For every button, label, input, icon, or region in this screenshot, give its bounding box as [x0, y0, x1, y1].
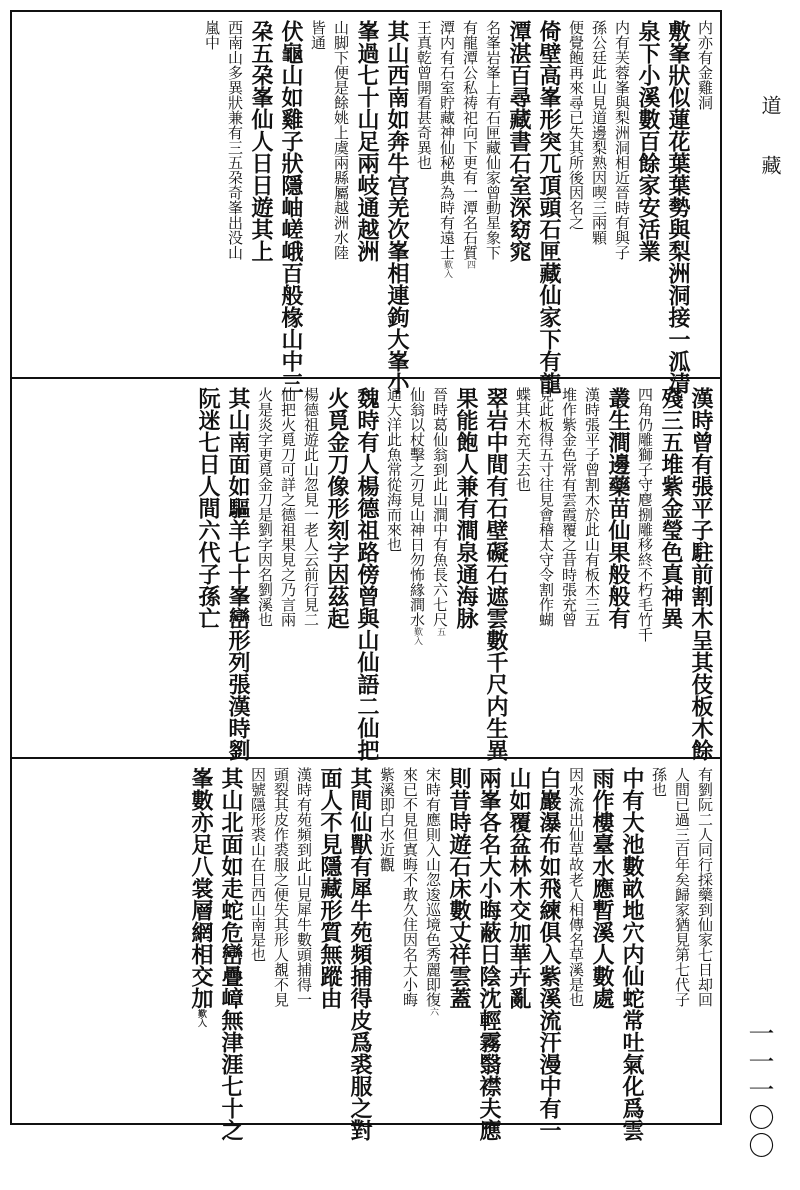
annotation-column	[511, 387, 530, 749]
column-text: 敷峯狀似蓮花葉葉勢與梨洲洞接一泒清	[665, 20, 691, 394]
verse-column	[633, 20, 659, 369]
column-text: 白巖瀑布如飛練俱入紫溪流汗漫中有一	[536, 767, 562, 1141]
binding-label: 道藏	[758, 95, 782, 215]
column-text: 四角仍雕獅子守麀捌雕移終不朽毛竹千	[636, 387, 654, 642]
annotation-column	[223, 20, 242, 369]
column-text: 果能飽人兼有澗泉通海脉	[453, 387, 479, 629]
column-text: 其山北面如走蛇危巒疊嶂無津涯七十之	[218, 767, 244, 1141]
verse-column	[587, 767, 613, 1115]
column-text: 面人不見隱藏形質無蹤由	[317, 767, 343, 1009]
marginal-tag: 四	[465, 260, 475, 269]
column-text: 其山南面如驅羊七十峯巒形列張漢時劉	[225, 387, 251, 761]
annotation-column	[375, 767, 394, 1115]
column-text: 漢時有苑頻到此山見犀牛數頭捕得一	[295, 767, 313, 1007]
column-text: 雨作樓臺水應暫溪人數處	[589, 767, 615, 1009]
verse-column	[504, 20, 530, 369]
annotation-column	[292, 767, 311, 1115]
annotation-column	[253, 387, 272, 749]
annotation-column	[405, 387, 424, 749]
column-text: 西南山多異狀兼有三五朶奇峯出没山	[226, 20, 244, 260]
column-text: 伏龜山如雞子狀隱岫嵯峨百般椽山中三	[278, 20, 304, 394]
column-text: 頭裂其皮作裘服之便失其形人覩不見	[272, 767, 290, 1007]
column-text: 見此板得五寸往見會稽太守令割作蝴	[537, 387, 555, 627]
column-text: 有龍潭公私祷祀向下更有一潭名石質	[461, 20, 479, 260]
verse-column	[276, 20, 304, 394]
annotation-column	[693, 20, 712, 369]
column-text: 人間已過三百年矣歸家猶見第七代子	[673, 767, 691, 1007]
column-text: 内亦有金雞洞	[696, 20, 714, 110]
annotation-column	[481, 20, 500, 369]
column-text: 其間仙獸有犀牛苑頻捕得皮爲裘服之對	[347, 767, 373, 1141]
verse-column	[481, 387, 509, 761]
verse-column	[382, 20, 410, 394]
annotation-column	[200, 20, 219, 369]
annotation-column	[412, 20, 431, 369]
column-text: 山如覆盆林木交加華卉亂	[506, 767, 532, 1009]
column-text: 漢時曾有張平子駐前割木呈其伎板木餘	[688, 387, 714, 761]
marginal-tag: 歎入	[412, 627, 422, 645]
verse-column	[444, 767, 470, 1115]
annotation-column	[269, 767, 288, 1115]
column-text: 内有芙蓉峯與梨洲洞相近晉時有與子	[613, 20, 631, 260]
column-text: 翠岩中間有石壁礙石遮雲數千尺内生異	[483, 387, 509, 761]
annotation-column	[557, 387, 576, 749]
column-text: 晉時葛仙翁到此山澗中有魚長六七尺	[431, 387, 449, 627]
column-text: 叢生澗邊藥苗仙果般般有	[605, 387, 631, 629]
column-text: 潭内有石室貯藏神仙秘典為時有遠士	[438, 20, 456, 260]
text-panel-bottom	[12, 757, 720, 1141]
annotation-column	[580, 387, 599, 749]
marginal-tag: 歎入	[442, 260, 452, 278]
column-text: 有劉阮二人同行採藥到仙家七日却回	[696, 767, 714, 1007]
column-text: 朶五朶峯仙人日日遊其上	[248, 20, 274, 262]
verse-column	[663, 20, 691, 394]
annotation-column	[647, 767, 666, 1115]
verse-column	[603, 387, 629, 749]
column-text: 中有大池數畝地穴内仙蛇常吐氣化爲雲	[619, 767, 645, 1141]
text-panel-top	[12, 12, 720, 394]
marginal-tag: 六	[428, 1007, 438, 1016]
column-text: 嵐中	[203, 20, 221, 50]
annotation-column	[670, 767, 689, 1115]
column-text: 仙翁以杖擊之刃見山神日勿怖緣澗水	[408, 387, 426, 627]
annotation-column	[564, 767, 583, 1115]
verse-column	[686, 387, 714, 761]
annotation-column	[306, 20, 325, 369]
annotation-column	[246, 767, 265, 1115]
page-number: 一一一〇〇	[744, 1020, 774, 1160]
page-frame	[10, 10, 722, 1141]
column-text: 名峯岩峯上有石匣藏仙家曾動星象下	[484, 20, 502, 260]
annotation-column	[382, 387, 401, 749]
column-text: 因號隱形裘山在日西山南是也	[249, 767, 267, 962]
column-text: 峯數亦足八裳層網相交加	[188, 767, 214, 1009]
verse-column	[352, 387, 380, 761]
annotation-column	[564, 20, 583, 369]
column-text: 其山西南如奔牛宫羌次峯相連鉤大峯小	[384, 20, 410, 394]
column-text: 阮迷七日人間六代子孫亡	[195, 387, 221, 629]
annotation-column	[458, 20, 477, 369]
verse-column	[451, 387, 477, 749]
column-text: 泉下小溪數百餘家安活業	[635, 20, 661, 262]
annotation-column	[299, 387, 318, 749]
verse-column	[352, 20, 378, 369]
verse-column	[656, 387, 682, 749]
annotation-column	[435, 20, 454, 369]
marginal-tag: 歎入	[196, 1009, 206, 1027]
annotation-column	[276, 387, 295, 749]
column-text: 紫溪即白水近觀	[378, 767, 396, 872]
column-text: 火覓金刀像形刻字因茲起	[324, 387, 350, 629]
column-text: 兩峯各名大小晦蔽日陰沈輕霧翳襟夫應	[476, 767, 502, 1141]
verse-column	[617, 767, 645, 1141]
column-text: 漢時張平子曾割木於此山有板木三五	[583, 387, 601, 627]
column-text: 宋時有應則入山忽逡巡境色秀麗即復	[424, 767, 442, 1007]
annotation-column	[610, 20, 629, 369]
annotation-column	[693, 767, 712, 1115]
annotation-column	[428, 387, 447, 749]
column-text: 火是炎字更覓金刀是劉字因名劉溪也	[256, 387, 274, 627]
marginal-tag: 五	[435, 627, 445, 636]
column-text: 山脚下便是餘姚上虞兩縣屬越洲水陸	[332, 20, 350, 260]
column-text: 楊德祖遊此山忽見一老人云前行見二	[302, 387, 320, 627]
verse-column	[504, 767, 530, 1115]
verse-column	[193, 387, 219, 749]
verse-column	[534, 767, 562, 1141]
column-text: 則昔時遊石床數丈祥雲蓋	[446, 767, 472, 1009]
verse-column	[315, 767, 341, 1115]
verse-column	[216, 767, 244, 1141]
verse-column	[246, 20, 272, 369]
column-text: 孫公廷此山見道邊梨熟因喫三兩顆	[590, 20, 608, 245]
column-text: 因水流出仙草故老人相傳名草溪是也	[567, 767, 585, 1007]
annotation-column	[587, 20, 606, 369]
column-text: 殘三五堆紫金瑩色真神異	[658, 387, 684, 629]
text-panel-middle	[12, 377, 720, 761]
column-text: 皆通	[309, 20, 327, 50]
column-text: 王真乾曾開看甚奇異也	[415, 20, 433, 170]
column-text: 孫也	[650, 767, 668, 797]
column-text: 便覺飽再來尋已失其所後因名之	[567, 20, 585, 230]
column-text: 蝶其木充天去也	[514, 387, 532, 492]
verse-column	[186, 767, 212, 1115]
column-text: 仙把火覓刀可詳之德祖果見之乃言兩	[279, 387, 297, 627]
column-text: 通大洋此魚常從海而來也	[385, 387, 403, 552]
verse-column	[345, 767, 373, 1141]
column-text: 魏時有人楊德祖路傍曾與山仙語二仙把	[354, 387, 380, 761]
column-text: 來已不見但寘晦不敢久住因名大小晦	[401, 767, 419, 1007]
verse-column	[223, 387, 251, 761]
column-text: 倚壁高峯形突兀頂頭石匣藏仙家下有龍	[536, 20, 562, 394]
annotation-column	[534, 387, 553, 749]
verse-column	[322, 387, 348, 749]
verse-column	[474, 767, 502, 1141]
verse-column	[534, 20, 562, 394]
column-text: 峯過七十山足兩岐通越洲	[354, 20, 380, 262]
annotation-column	[398, 767, 417, 1115]
column-text: 潭湛百尋藏書石室深窈窕	[506, 20, 532, 262]
annotation-column	[329, 20, 348, 369]
annotation-column	[633, 387, 652, 749]
column-text: 堆作紫金色常有雲霞覆之昔時張充曾	[560, 387, 578, 627]
annotation-column	[421, 767, 440, 1115]
